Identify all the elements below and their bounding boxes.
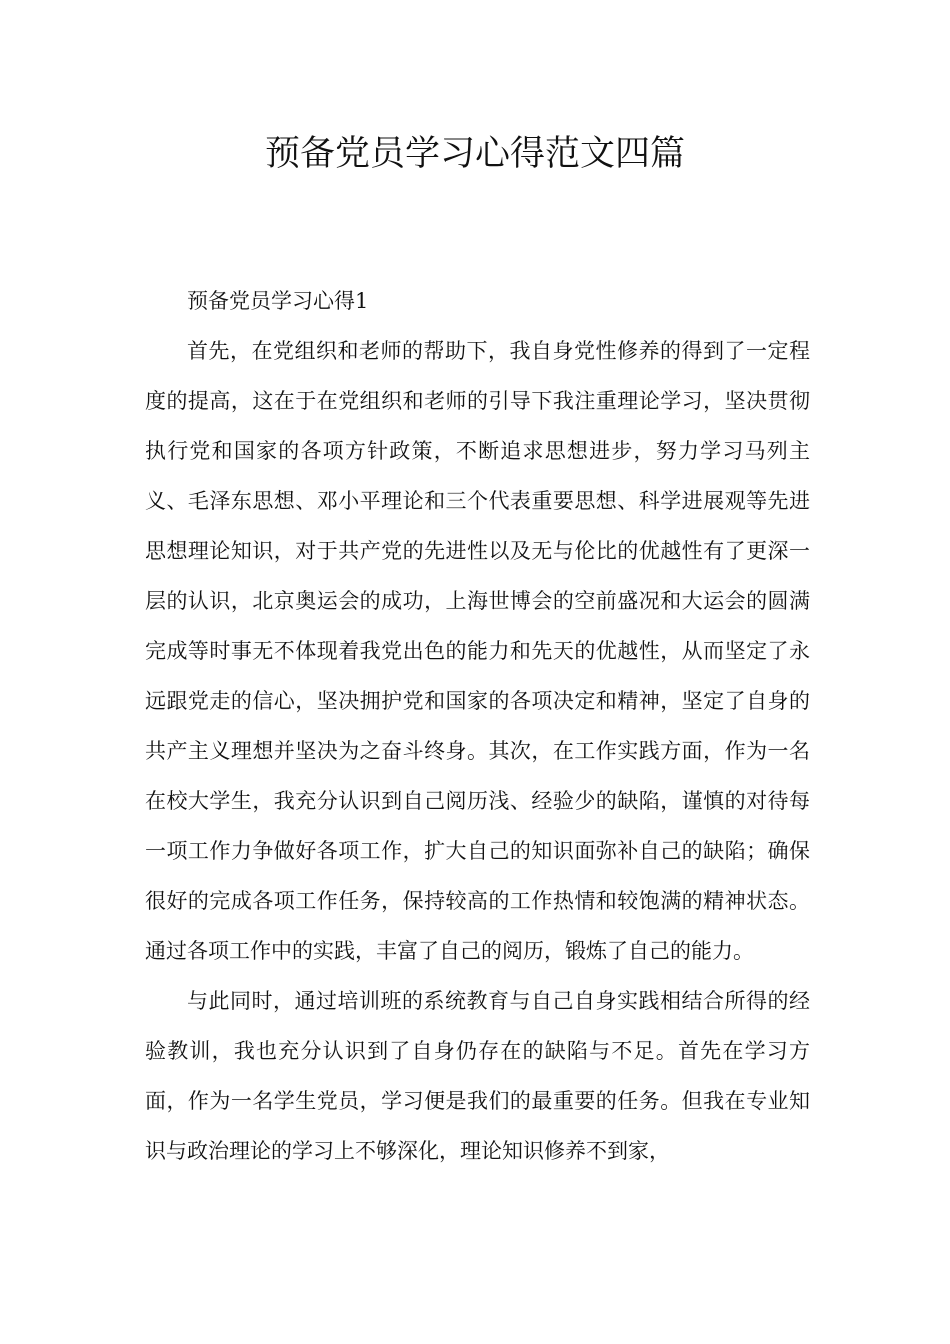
document-body — [145, 276, 810, 1176]
paragraph-1: 首先，在党组织和老师的帮助下，我自身党性修养的得到了一定程度的提高，这在于在党组织和老师的引导下我注重理论学习，坚决贯彻执行党和国家的各项方针政策，不断追求思想进步，努力学习马列主义、毛泽东思想、邓小平理论和三个代表重要思想、科学进展观等先进思想理论知识，对于共产党的先进性以及无与伦比的优越性有了更深一层的认识，北京奥运会的成功，上海世博会的空前盛况和大运会的圆满完成等时事无不体现着我党出色的能力和先天的优越性，从而坚定了永远跟党走的信心，坚决拥护党和国家的各项决定和精神，坚定了自身的共产主义理想并坚决为之奋斗终身。其次，在工作实践方面，作为一名在校大学生，我充分认识到自己阅历浅、经验少的缺陷，谨慎的对待每一项工作力争做好各项工作，扩大自己的知识面弥补自己的缺陷；确保很好的完成各项工作任务，保持较高的工作热情和较饱满的精神状态。通过各项工作中的实践，丰富了自己的阅历，锻炼了自己的能力。 — [145, 339, 810, 963]
paragraph-2: 与此同时，通过培训班的系统教育与自己自身实践相结合所得的经验教训，我也充分认识到了自身仍存在的缺陷与不足。首先在学习方面，作为一名学生党员，学习便是我们的最重要的任务。但我在专业知识与政治理论的学习上不够深化，理论知识修养不到家， — [145, 989, 810, 1163]
section-heading: 预备党员学习心得1 — [187, 289, 369, 313]
document-title: 预备党员学习心得范文四篇 — [264, 134, 685, 174]
